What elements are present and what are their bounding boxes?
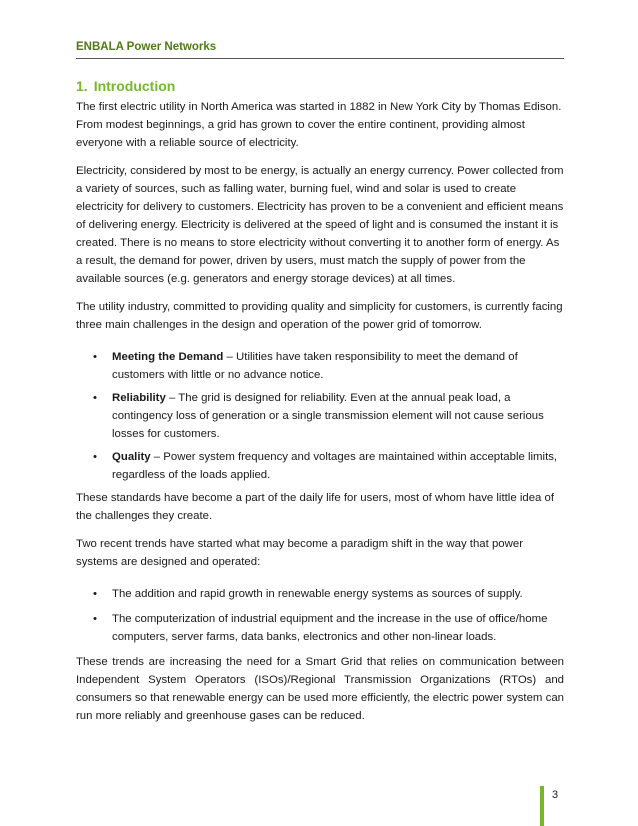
paragraph-challenges-intro: The utility industry, committed to providing quality and simplicity for customers, is currently facing three main challenges in the design and operation of the power grid of tomorrow.	[76, 301, 563, 331]
challenge-term: Quality	[112, 451, 151, 463]
challenges-list	[76, 348, 564, 484]
bullet-icon: •	[93, 613, 97, 625]
challenge-term: Reliability	[112, 392, 166, 404]
page-body	[76, 76, 564, 735]
paragraph-standards: These standards have become a part of the daily life for users, most of whom have little idea of the challenges they create.	[76, 492, 555, 522]
section-heading	[76, 76, 564, 96]
trend-text: The addition and rapid growth in renewable energy systems as sources of supply.	[112, 588, 523, 600]
challenge-text: – Utilities have taken responsibility to meet the demand of customers with little or no advance notice.	[112, 351, 518, 381]
list-item	[76, 389, 564, 443]
challenge-text: – Power system frequency and voltages are maintained within acceptable limits, regardless of the loads applied.	[112, 451, 558, 481]
header-title: ENBALA Power Networks	[76, 41, 217, 53]
bullet-icon: •	[93, 588, 97, 600]
bullet-icon: •	[93, 351, 97, 363]
challenge-term: Meeting the Demand	[112, 351, 224, 363]
page-number	[540, 786, 558, 826]
bullet-icon: •	[93, 392, 97, 404]
trend-text: The computerization of industrial equipment and the increase in the use of office/home computers, server farms, data banks, electronics and other non-linear loads.	[112, 613, 548, 643]
list-item	[76, 585, 564, 603]
page-number-label: 3	[552, 789, 559, 801]
section-number: 1.	[76, 78, 88, 94]
page-header	[76, 37, 564, 59]
list-item	[76, 348, 564, 384]
section-title: Introduction	[93, 78, 176, 94]
bullet-icon: •	[93, 451, 97, 463]
paragraph-energy-currency: Electricity, considered by most to be energy, is actually an energy currency. Power collected from a variety of sources, such as falling water, burning fuel, wind and solar is used to create electricity for delivery to customers. Electricity has proven to be a convenient and efficient means of delivering energy. Electricity is delivered at the speed of light and is consumed the instant it is created. There is no means to store electricity without converting it to another form of energy. As a result, the demand for power, driven by users, must match the supply of power from the available sources (e.g. generators and energy storage devices) at all times.	[76, 165, 564, 285]
list-item	[76, 448, 564, 484]
paragraph-smart-grid: These trends are increasing the need for a Smart Grid that relies on communication between Independent System Operators (ISOs)/Regional Transmission Organizations (RTOs) and consumers so that renewable energy can be used more efficiently, the electric power system can run more reliably and greenhouse gases can be reduced.	[76, 656, 564, 722]
paragraph-history: The first electric utility in North America was started in 1882 in New York City by Thomas Edison. From modest beginnings, a grid has grown to cover the entire continent, providing almost everyone with a reliable source of electricity.	[76, 101, 562, 149]
list-item	[76, 610, 564, 646]
paragraph-trends-intro: Two recent trends have started what may become a paradigm shift in the way that power systems are designed and operated:	[76, 538, 523, 568]
challenge-text: – The grid is designed for reliability. Even at the annual peak load, a contingency loss of generation or a single transmission element will not cause serious losses for customers.	[112, 392, 544, 440]
trends-list	[76, 585, 564, 646]
